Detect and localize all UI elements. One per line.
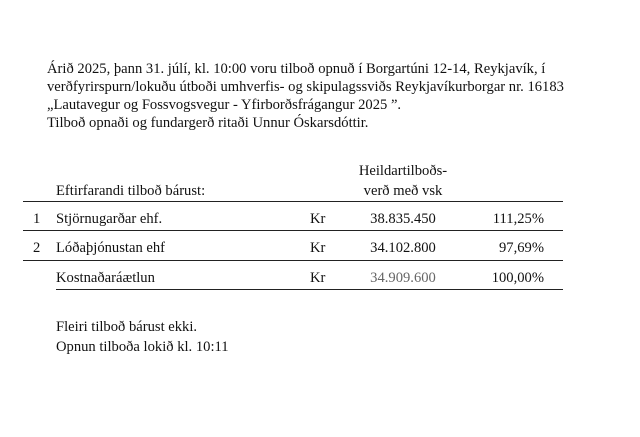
table-rule — [23, 260, 563, 261]
bids-received-header: Eftirfarandi tilboð bárust: — [56, 183, 206, 199]
table-rule — [23, 230, 563, 231]
currency-label: Kr — [310, 270, 326, 286]
intro-line-1: Árið 2025, þann 31. júlí, kl. 10:00 voru tilboð opnuð í Borgartúni 12-14, Reykjavík, í — [47, 61, 546, 77]
bidder-name: Lóðaþjónustan ehf — [56, 240, 166, 256]
table-rule — [23, 201, 563, 202]
bid-amount: 34.102.800 — [370, 240, 436, 256]
bid-percent: 97,69% — [499, 240, 544, 256]
table-rule — [56, 289, 563, 290]
bid-percent: 111,25% — [492, 211, 544, 227]
bidder-name: Stjörnugarðar ehf. — [56, 211, 163, 227]
amount-header-line-2: verð með vsk — [363, 183, 443, 199]
estimate-label: Kostnaðaráætlun — [56, 270, 155, 286]
estimate-percent: 100,00% — [491, 270, 544, 286]
amount-header-line-1: Heildartilboðs- — [358, 163, 448, 179]
intro-line-3: „Lautavegur og Fossvogsvegur - Yfirborðsfrágangur 2025 ”. — [47, 97, 402, 113]
currency-label: Kr — [310, 240, 326, 256]
currency-label: Kr — [310, 211, 326, 227]
row-number: 1 — [33, 211, 41, 227]
row-number: 2 — [33, 240, 41, 256]
footer-line-1: Fleiri tilboð bárust ekki. — [56, 319, 198, 335]
footer-line-2: Opnun tilboða lokið kl. 10:11 — [56, 339, 229, 355]
bid-amount: 38.835.450 — [370, 211, 436, 227]
intro-line-4: Tilboð opnaði og fundargerð ritaði Unnur Óskarsdóttir. — [47, 115, 369, 131]
estimate-amount: 34.909.600 — [370, 270, 436, 286]
intro-line-2: verðfyrirspurn/lokuðu útboði umhverfis- og skipulagssviðs Reykjavíkurborgar nr. 16183 — [47, 79, 564, 95]
